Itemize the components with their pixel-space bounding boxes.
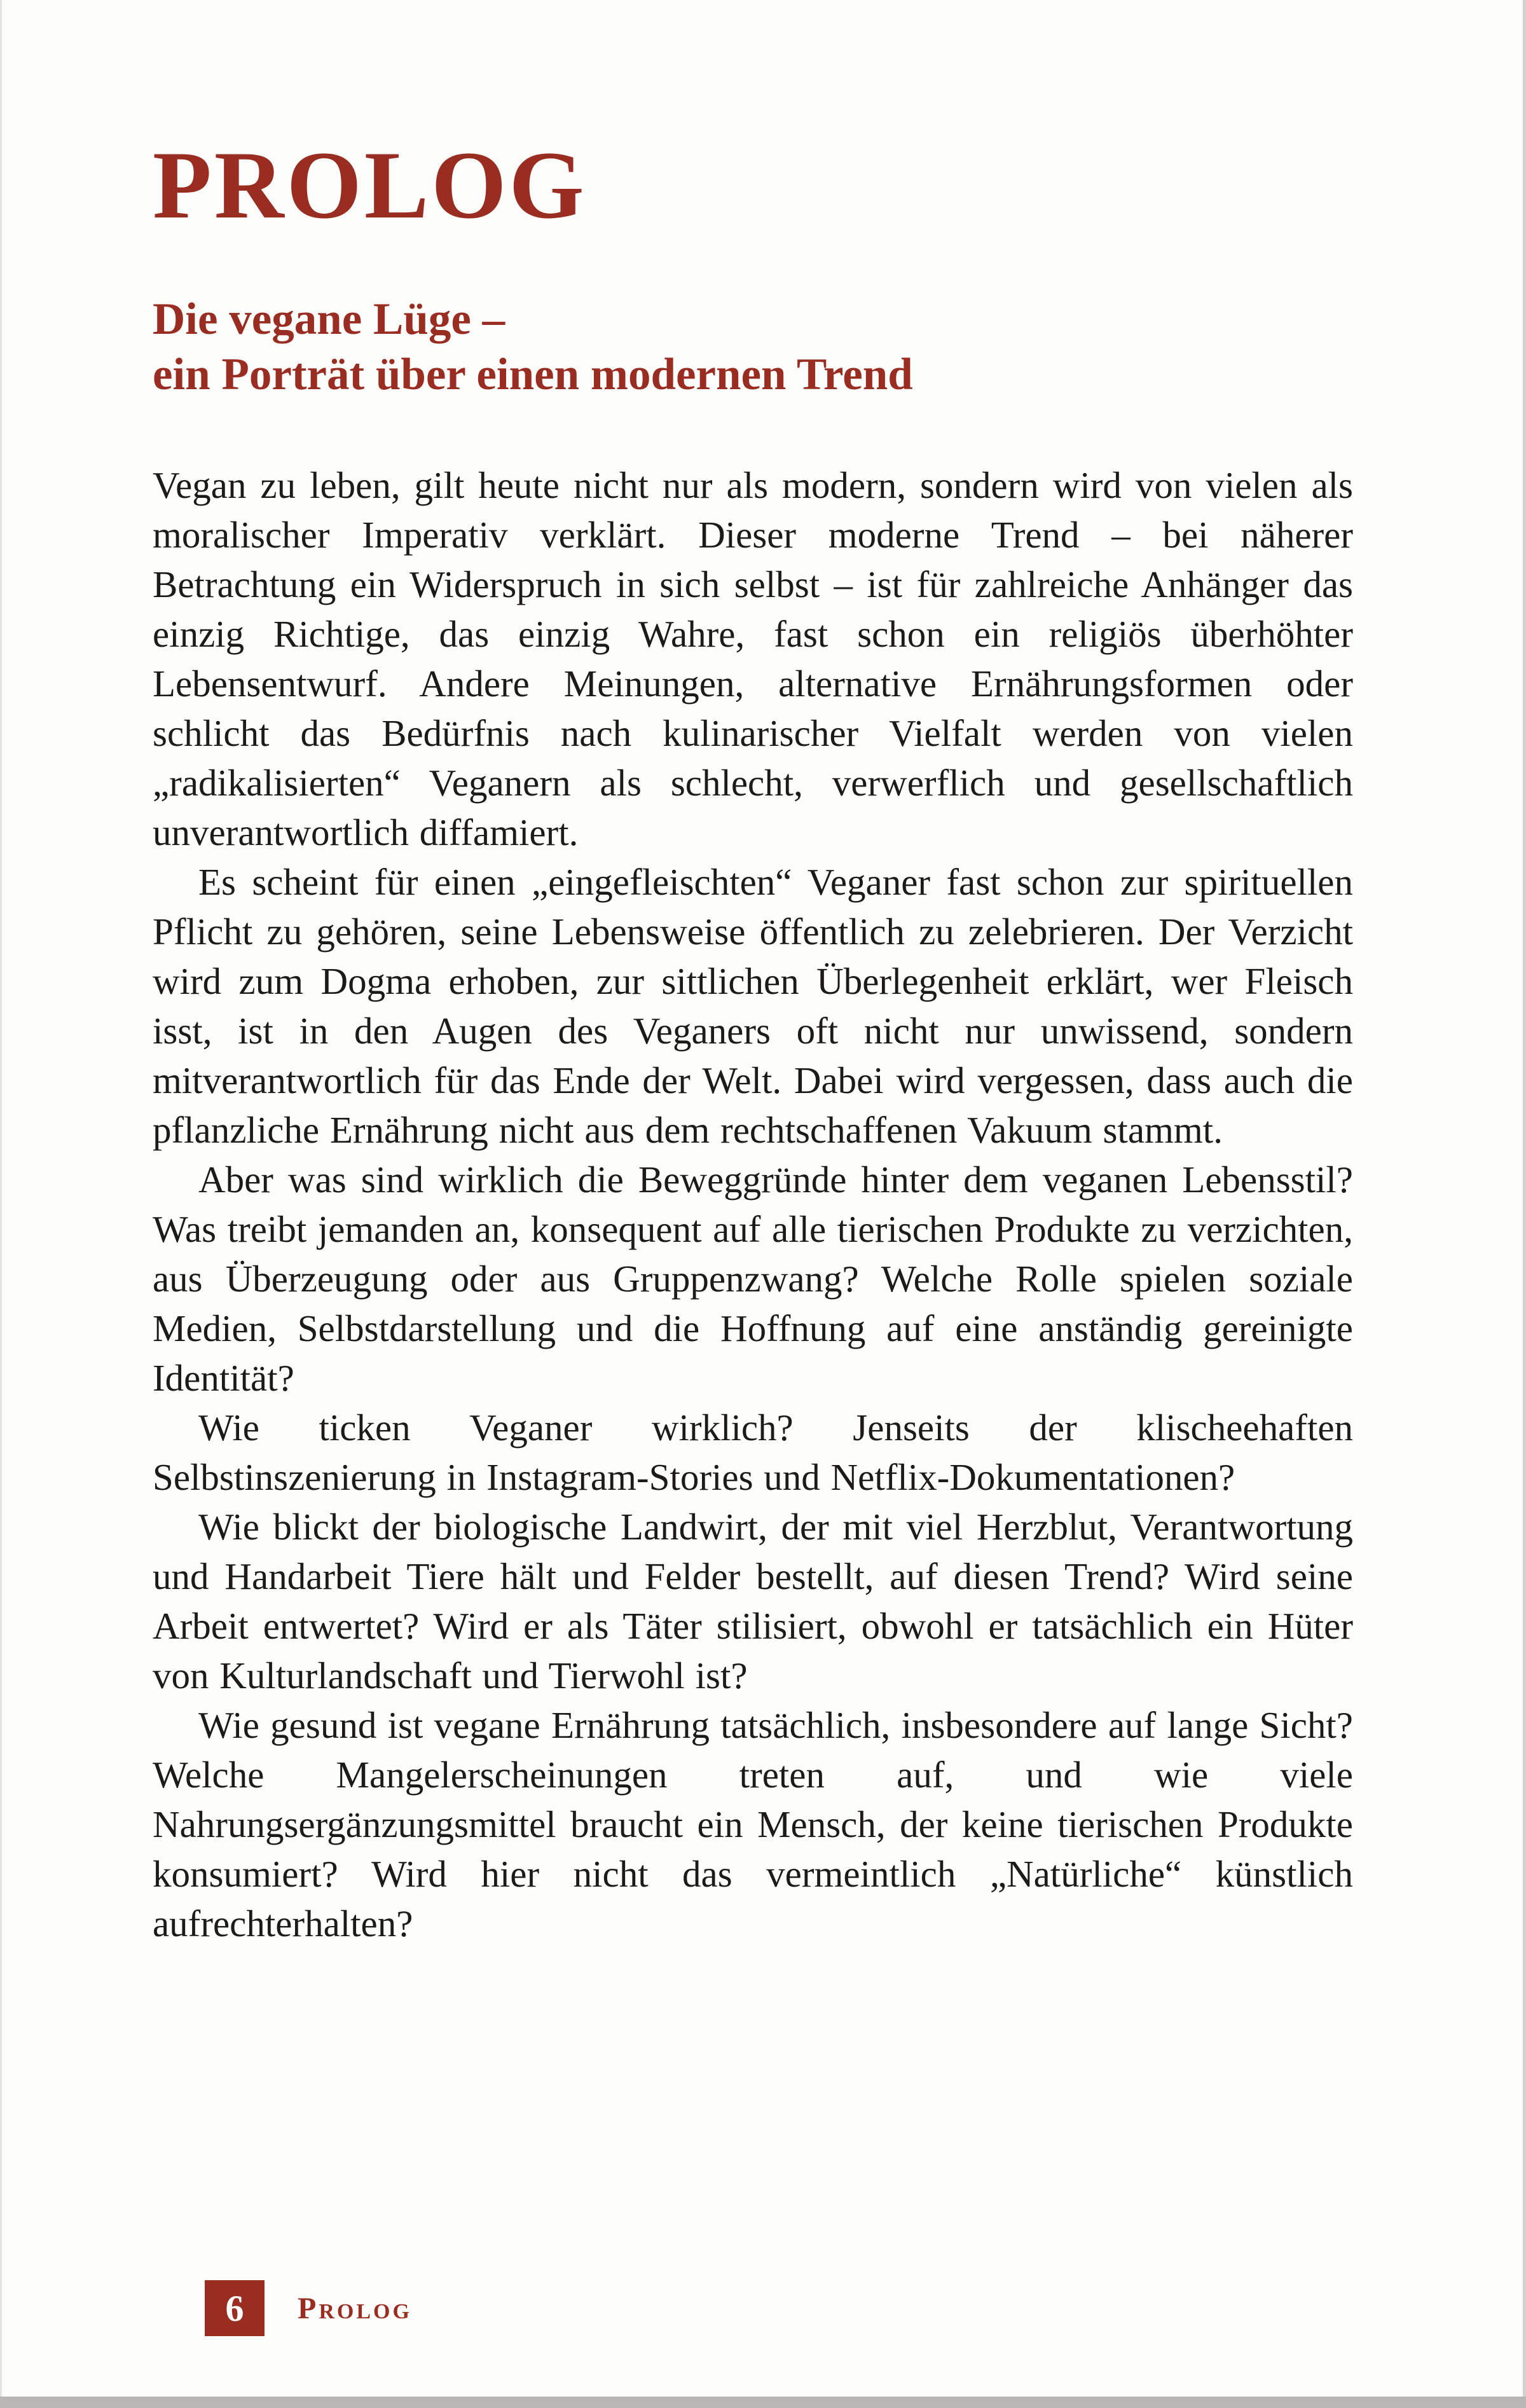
- subtitle-line-1: Die vegane Lüge –: [153, 294, 505, 344]
- page-edge-left: [0, 0, 2, 2408]
- page-number: 6: [225, 2287, 244, 2329]
- paragraph-2: Es scheint für einen „eingefleischten“ Veganer fast schon zur spirituellen Pflicht zu gehören, seine Lebensweise öffentlich zu zelebrieren. Der Verzicht wird zum Dogma erhoben, zur sittlichen Überlegenheit erklärt, wer Fleisch isst, ist in den Augen des Veganers oft nicht nur unwissend, sondern mitverantwortlich für das Ende der Welt. Dabei wird vergessen, dass auch die pflanzliche Ernährung nicht aus dem rechtschaffenen Vakuum stammt.: [153, 861, 1353, 1152]
- page-footer: [205, 2280, 412, 2336]
- section-subtitle: [153, 292, 1353, 402]
- paragraph-6: Wie gesund ist vegane Ernährung tatsächlich, insbesondere auf lange Sicht? Welche Mangelerscheinungen treten auf, und wie viele Nahrungsergänzungsmittel braucht ein Mensch, der keine tierischen Produkte konsumiert? Wird hier nicht das vermeintlich „Natürliche“ künstlich aufrechterhalten?: [153, 1704, 1353, 1945]
- subtitle-line-2: ein Porträt über einen modernen Trend: [153, 349, 913, 399]
- paragraph-4: Wie ticken Veganer wirklich? Jenseits der klischeehaften Selbstinszenierung in Instagram-Stories und Netflix-Dokumentationen?: [153, 1407, 1353, 1499]
- chapter-title: PROLOG: [153, 132, 587, 238]
- page-edge-right: [1523, 0, 1526, 2408]
- paragraph-1: Vegan zu leben, gilt heute nicht nur als modern, sondern wird von vielen als moralischer Imperativ verklärt. Dieser moderne Trend – bei näherer Betrachtung ein Widerspruch in sich selbst – ist für zahlreiche Anhänger das einzig Richtige, das einzig Wahre, fast schon ein religiös überhöhter Lebensentwurf. Andere Meinungen, alternative Ernährungsformen oder schlicht das Bedürfnis nach kulinarischer Vielfalt werden von vielen „radikalisierten“ Veganern als schlecht, verwerflich und gesellschaftlich unverantwortlich diffamiert.: [153, 464, 1353, 854]
- body-text: [153, 460, 1353, 1948]
- page-edge-bottom: [0, 2397, 1526, 2408]
- paragraph-5: Wie blickt der biologische Landwirt, der mit viel Herzblut, Verantwortung und Handarbeit Tiere hält und Felder bestellt, auf diesen Trend? Wird seine Arbeit entwertet? Wird er als Täter stilisiert, obwohl er tatsächlich ein Hüter von Kulturlandschaft und Tierwohl ist?: [153, 1506, 1353, 1697]
- footer-chapter-label: Prolog: [298, 2291, 412, 2325]
- paragraph-3: Aber was sind wirklich die Beweggründe hinter dem veganen Lebensstil? Was treibt jemanden an, konsequent auf alle tierischen Produkte zu verzichten, aus Überzeugung oder aus Gruppenzwang? Welche Rolle spielen soziale Medien, Selbstdarstellung und die Hoffnung auf eine anständig gereinigte Identität?: [153, 1159, 1353, 1400]
- page-number-box: [205, 2280, 265, 2336]
